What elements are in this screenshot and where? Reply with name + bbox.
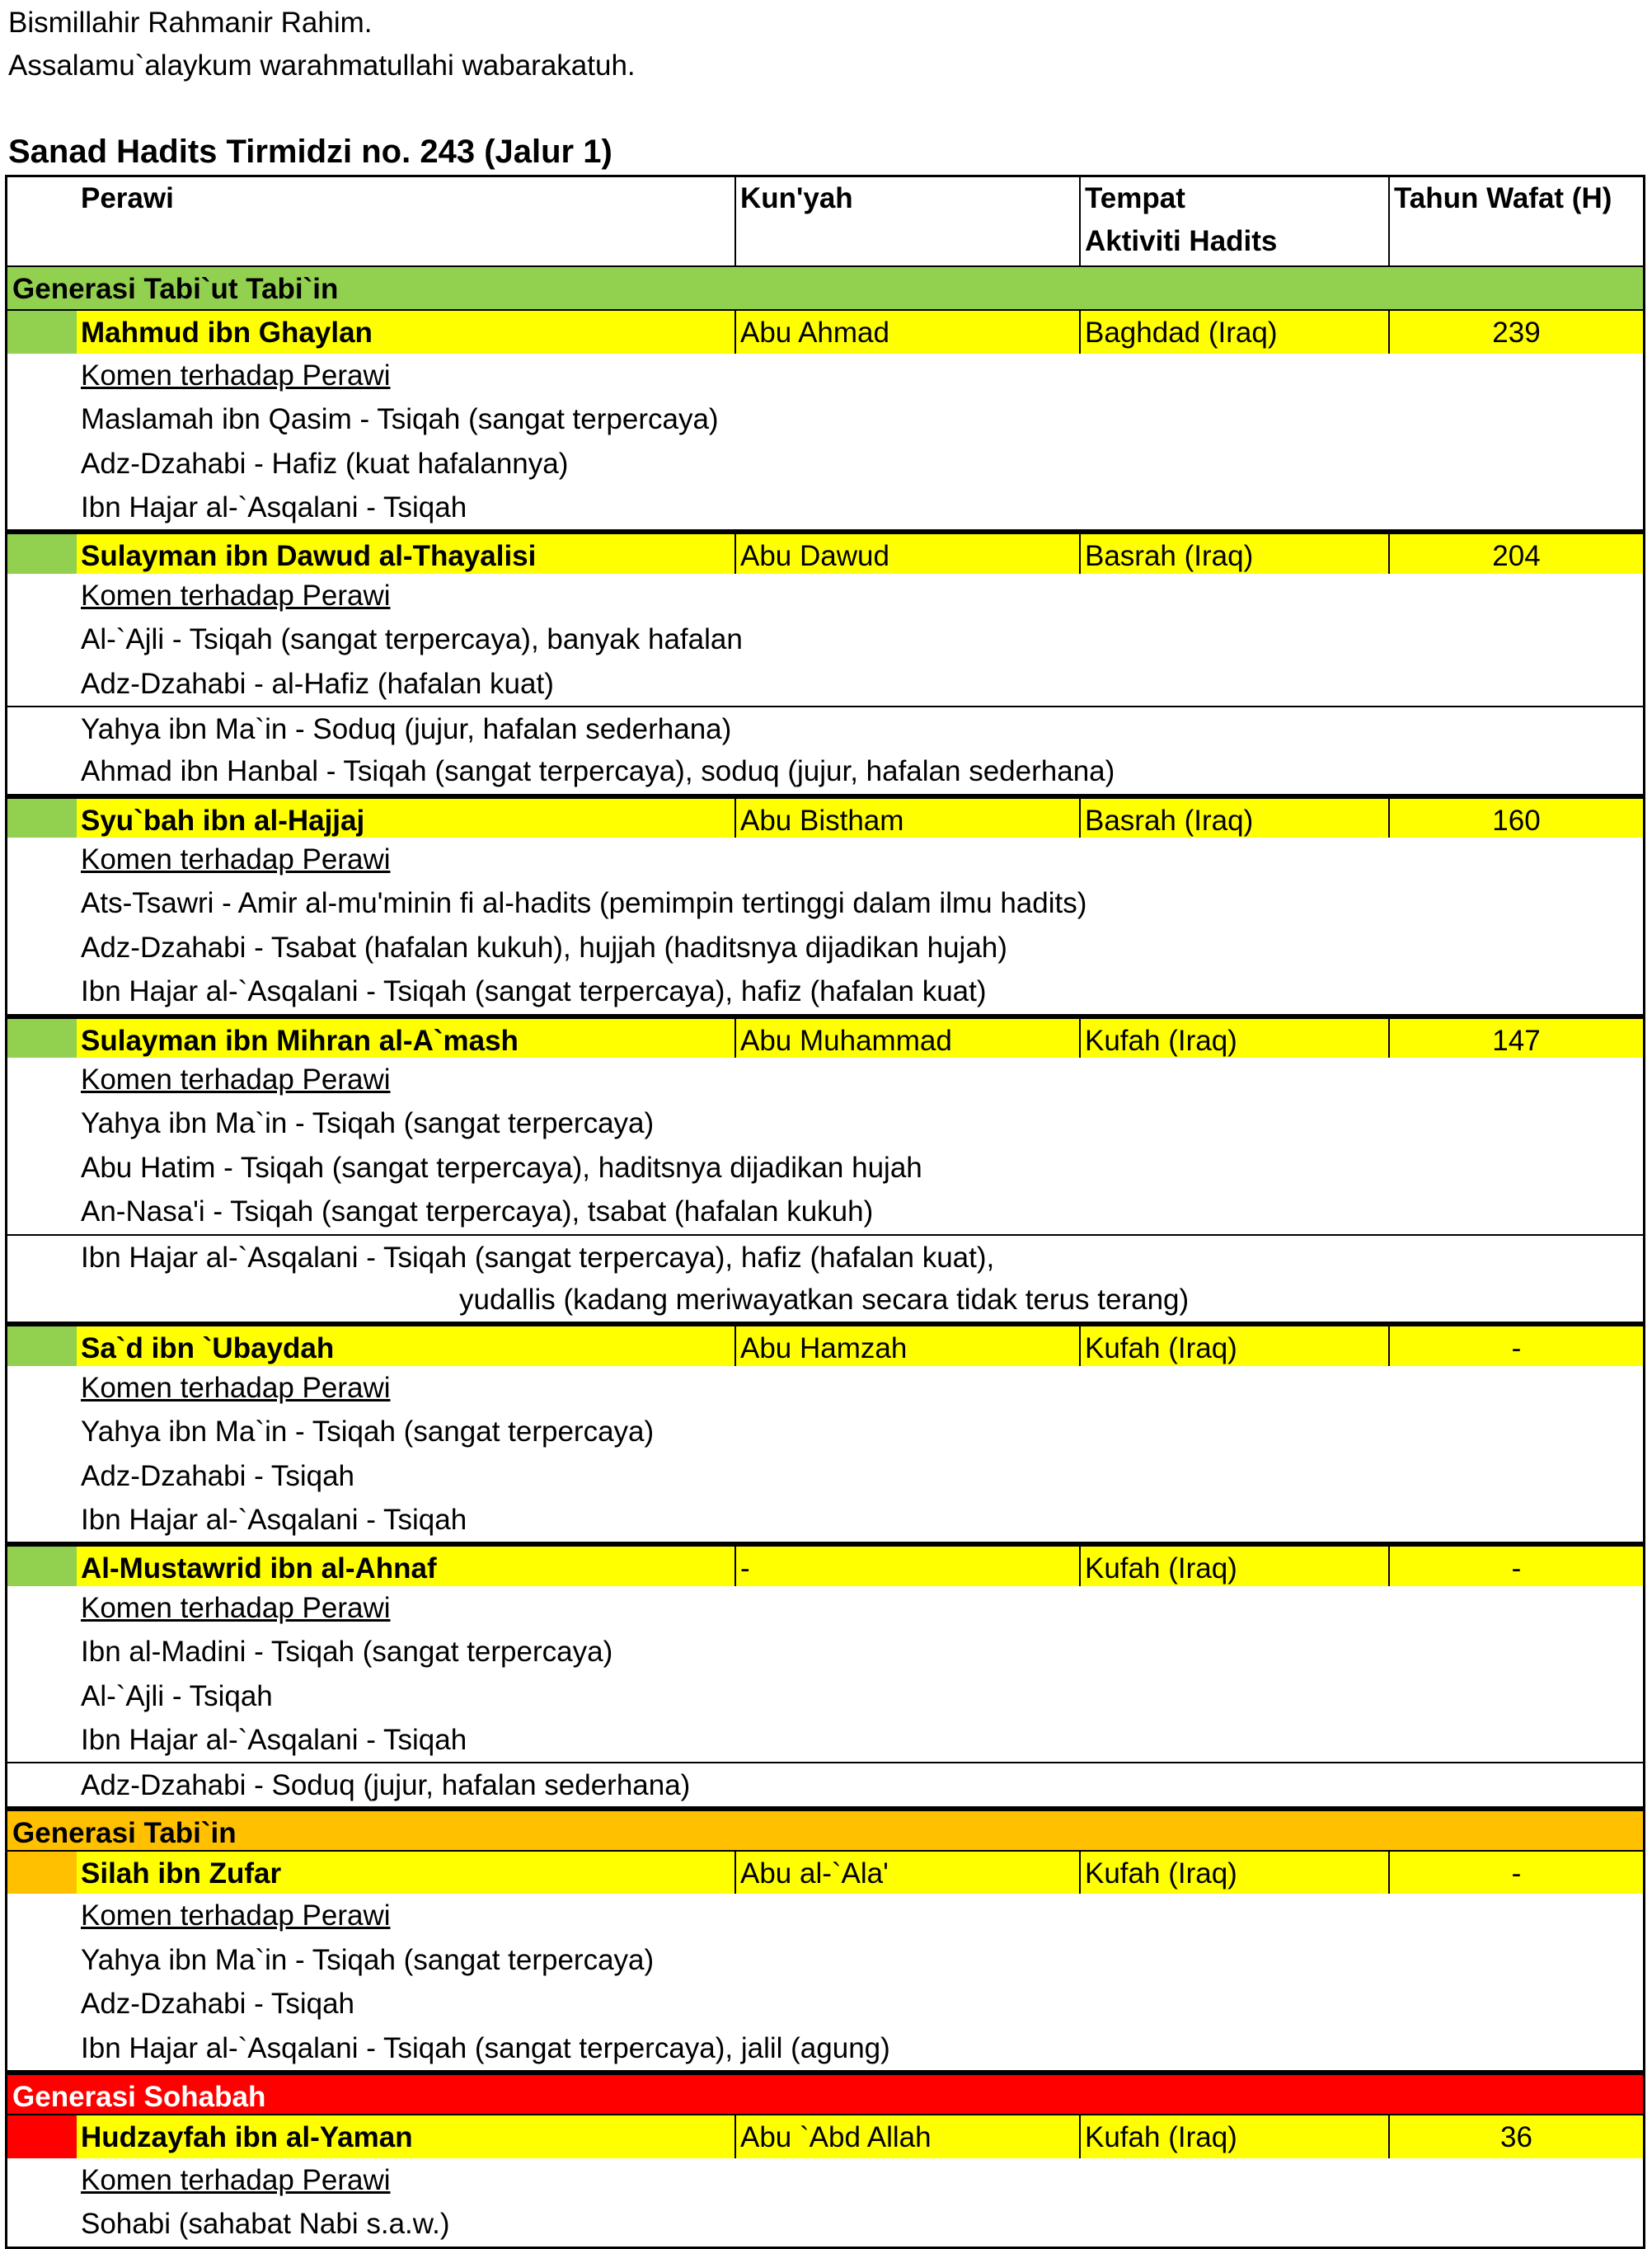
generation-marker <box>7 534 77 573</box>
generation-marker <box>7 2115 77 2157</box>
comment-heading: Komen terhadap Perawi <box>81 843 391 876</box>
perawi-kunyah: Abu `Abd Allah <box>734 2115 1079 2157</box>
perawi-row <box>7 2114 1643 2157</box>
perawi-tahun-wafat: - <box>1388 1326 1643 1365</box>
greeting-bismillah: Bismillahir Rahmanir Rahim. <box>8 7 373 39</box>
perawi-tempat: Basrah (Iraq) <box>1079 534 1388 573</box>
comment-heading: Komen terhadap Perawi <box>81 579 391 612</box>
comment-text: Maslamah ibn Qasim - Tsiqah (sangat terpercaya) <box>81 403 719 436</box>
comment-heading-row <box>7 354 1643 397</box>
comment-row <box>7 1674 1643 1718</box>
comment-row <box>7 397 1643 441</box>
comment-row <box>7 486 1643 529</box>
generation-marker <box>7 1326 77 1365</box>
comment-row <box>7 749 1643 793</box>
comment-row <box>7 1498 1643 1542</box>
comment-text: Sohabi (sahabat Nabi s.a.w.) <box>81 2208 450 2241</box>
comment-row <box>7 1190 1643 1233</box>
comment-row <box>7 1101 1643 1145</box>
comment-heading-row <box>7 1586 1643 1630</box>
perawi-kunyah: Abu Muhammad <box>734 1019 1079 1058</box>
perawi-name: Mahmud ibn Ghaylan <box>77 311 734 353</box>
comment-text: Al-`Ajli - Tsiqah (sangat terpercaya), banyak hafalan <box>81 623 743 656</box>
comment-text: An-Nasa'i - Tsiqah (sangat terpercaya), tsabat (hafalan kukuh) <box>81 1195 874 1228</box>
perawi-tempat: Kufah (Iraq) <box>1079 1019 1388 1058</box>
comment-heading: Komen terhadap Perawi <box>81 2163 391 2196</box>
comment-text: Ibn al-Madini - Tsiqah (sangat terpercaya) <box>81 1636 613 1669</box>
perawi-tempat: Kufah (Iraq) <box>1079 2115 1388 2157</box>
comment-text: Ibn Hajar al-`Asqalani - Tsiqah <box>81 491 467 524</box>
perawi-tahun-wafat: 204 <box>1388 534 1643 573</box>
generation-header: Generasi Tabi`in <box>7 1806 1643 1850</box>
perawi-kunyah: Abu Dawud <box>734 534 1079 573</box>
perawi-tahun-wafat: 160 <box>1388 799 1643 838</box>
comment-row <box>7 1234 1643 1278</box>
comment-text: Abu Hatim - Tsiqah (sangat terpercaya), haditsnya dijadikan hujah <box>81 1151 922 1184</box>
comment-heading: Komen terhadap Perawi <box>81 359 391 392</box>
perawi-tempat: Kufah (Iraq) <box>1079 1852 1388 1894</box>
comment-row <box>7 442 1643 486</box>
perawi-kunyah: Abu Bistham <box>734 799 1079 838</box>
perawi-name: Al-Mustawrid ibn al-Ahnaf <box>77 1547 734 1585</box>
comment-text: Adz-Dzahabi - Tsabat (hafalan kukuh), hujjah (haditsnya dijadikan hujah) <box>81 931 1007 964</box>
comment-text: Adz-Dzahabi - Soduq (jujur, hafalan sederhana) <box>81 1769 691 1802</box>
perawi-kunyah: Abu Ahmad <box>734 311 1079 353</box>
generation-header: Generasi Tabi`ut Tabi`in <box>7 265 1643 309</box>
comment-text: Ibn Hajar al-`Asqalani - Tsiqah <box>81 1503 467 1536</box>
comment-text: Adz-Dzahabi - Hafiz (kuat hafalannya) <box>81 447 569 480</box>
comment-heading: Komen terhadap Perawi <box>81 1371 391 1404</box>
comment-row <box>7 2026 1643 2070</box>
comment-row <box>7 1454 1643 1498</box>
perawi-name: Sa`d ibn `Ubaydah <box>77 1326 734 1365</box>
comment-row <box>7 1718 1643 1762</box>
comment-row <box>7 1410 1643 1453</box>
header-tempat <box>1079 177 1388 265</box>
perawi-row <box>7 794 1643 838</box>
page-title: Sanad Hadits Tirmidzi no. 243 (Jalur 1) <box>8 134 612 170</box>
generation-marker <box>7 1547 77 1585</box>
comment-heading-row <box>7 574 1643 617</box>
comment-heading-row <box>7 1058 1643 1101</box>
perawi-tempat: Kufah (Iraq) <box>1079 1547 1388 1585</box>
comment-row <box>7 1938 1643 1982</box>
perawi-kunyah: Abu Hamzah <box>734 1326 1079 1365</box>
comment-row <box>7 1762 1643 1805</box>
perawi-row <box>7 529 1643 573</box>
perawi-row <box>7 1014 1643 1058</box>
generation-marker <box>7 1852 77 1894</box>
perawi-tahun-wafat: 147 <box>1388 1019 1643 1058</box>
comment-heading-row <box>7 2158 1643 2202</box>
perawi-name: Syu`bah ibn al-Hajjaj <box>77 799 734 838</box>
comment-text: Yahya ibn Ma`in - Tsiqah (sangat terpercaya) <box>81 1107 655 1140</box>
perawi-name: Sulayman ibn Mihran al-A`mash <box>77 1019 734 1058</box>
comment-text: Ats-Tsawri - Amir al-mu'minin fi al-hadits (pemimpin tertinggi dalam ilmu hadits) <box>81 887 1087 920</box>
comment-heading: Komen terhadap Perawi <box>81 1591 391 1624</box>
comment-row <box>7 1278 1643 1322</box>
comment-row <box>7 1982 1643 2026</box>
comment-heading: Komen terhadap Perawi <box>81 1063 391 1096</box>
sanad-table <box>5 175 1645 2249</box>
comment-text: Ibn Hajar al-`Asqalani - Tsiqah (sangat terpercaya), hafiz (hafalan kuat), <box>81 1241 995 1274</box>
comment-row <box>7 2202 1643 2246</box>
comment-row <box>7 706 1643 749</box>
perawi-tempat: Basrah (Iraq) <box>1079 799 1388 838</box>
comment-row <box>7 1146 1643 1190</box>
table-body <box>7 265 1643 2247</box>
header-tempat-line1: Tempat <box>1085 182 1185 214</box>
perawi-tempat: Kufah (Iraq) <box>1079 1326 1388 1365</box>
generation-marker <box>7 799 77 838</box>
comment-text: Yahya ibn Ma`in - Tsiqah (sangat terpercaya) <box>81 1416 655 1448</box>
generation-marker <box>7 311 77 353</box>
comment-text: Adz-Dzahabi - Tsiqah <box>81 1988 355 2021</box>
comment-text: yudallis (kadang meriwayatkan secara tidak terus terang) <box>459 1283 1190 1316</box>
perawi-name: Silah ibn Zufar <box>77 1852 734 1894</box>
comment-row <box>7 662 1643 706</box>
comment-heading-row <box>7 1366 1643 1410</box>
comment-text: Ahmad ibn Hanbal - Tsiqah (sangat terpercaya), soduq (jujur, hafalan sederhana) <box>81 755 1115 788</box>
comment-row <box>7 970 1643 1013</box>
comment-text: Ibn Hajar al-`Asqalani - Tsiqah (sangat terpercaya), hafiz (hafalan kuat) <box>81 975 987 1008</box>
comment-text: Adz-Dzahabi - al-Hafiz (hafalan kuat) <box>81 667 554 700</box>
comment-text: Al-`Ajli - Tsiqah <box>81 1679 273 1712</box>
perawi-name: Hudzayfah ibn al-Yaman <box>77 2115 734 2157</box>
comment-text: Yahya ibn Ma`in - Soduq (jujur, hafalan sederhana) <box>81 712 732 745</box>
greeting-salam: Assalamu`alaykum warahmatullahi wabarakatuh. <box>8 49 636 82</box>
perawi-row <box>7 309 1643 353</box>
perawi-tahun-wafat: 239 <box>1388 311 1643 353</box>
perawi-tempat: Baghdad (Iraq) <box>1079 311 1388 353</box>
perawi-row <box>7 1322 1643 1365</box>
table-header-row <box>7 177 1643 265</box>
header-tempat-line2: Aktiviti Hadits <box>1085 225 1278 257</box>
perawi-name: Sulayman ibn Dawud al-Thayalisi <box>77 534 734 573</box>
header-kunyah: Kun'yah <box>734 177 1079 265</box>
comment-row <box>7 881 1643 925</box>
comment-text: Ibn Hajar al-`Asqalani - Tsiqah (sangat terpercaya), jalil (agung) <box>81 2031 890 2064</box>
perawi-kunyah: - <box>734 1547 1079 1585</box>
generation-marker <box>7 1019 77 1058</box>
comment-row <box>7 1630 1643 1674</box>
comment-text: Ibn Hajar al-`Asqalani - Tsiqah <box>81 1723 467 1756</box>
comment-row <box>7 926 1643 970</box>
comment-heading: Komen terhadap Perawi <box>81 1899 391 1932</box>
comment-row <box>7 617 1643 661</box>
comment-heading-row <box>7 1894 1643 1937</box>
header-marker-cell <box>7 177 77 265</box>
perawi-tahun-wafat: - <box>1388 1852 1643 1894</box>
comment-text: Adz-Dzahabi - Tsiqah <box>81 1459 355 1492</box>
perawi-row <box>7 1850 1643 1894</box>
header-tahun-wafat: Tahun Wafat (H) <box>1388 177 1643 265</box>
perawi-kunyah: Abu al-`Ala' <box>734 1852 1079 1894</box>
comment-text: Yahya ibn Ma`in - Tsiqah (sangat terpercaya) <box>81 1943 655 1976</box>
generation-header: Generasi Sohabah <box>7 2070 1643 2114</box>
perawi-row <box>7 1542 1643 1585</box>
header-perawi: Perawi <box>81 182 174 214</box>
comment-heading-row <box>7 838 1643 881</box>
perawi-tahun-wafat: - <box>1388 1547 1643 1585</box>
perawi-tahun-wafat: 36 <box>1388 2115 1643 2157</box>
